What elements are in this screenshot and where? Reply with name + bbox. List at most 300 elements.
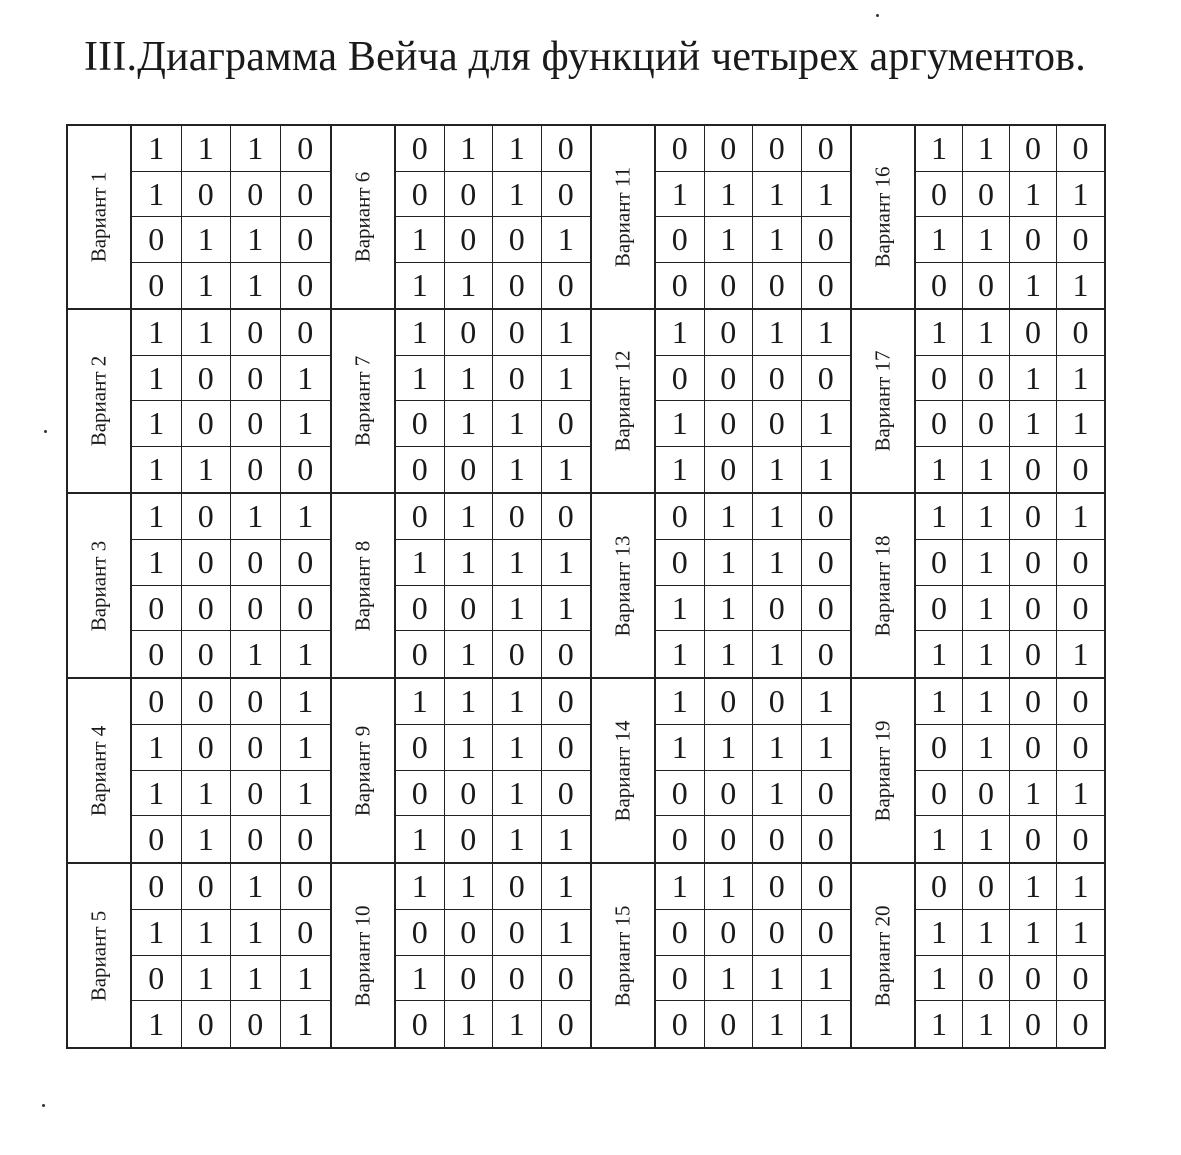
variant-label-cell: [68, 864, 132, 1047]
variant-label: Вариант 9: [350, 725, 375, 816]
table-cell: 0: [281, 310, 331, 356]
variant-label-cell: [852, 864, 916, 1047]
truth-table: [396, 864, 590, 1047]
table-cell: 1: [231, 864, 281, 910]
variant-label-cell: [68, 679, 132, 862]
table-cell: 1: [231, 956, 281, 1002]
table-cell: 1: [963, 494, 1010, 540]
table-cell: 0: [132, 263, 182, 309]
table-cell: 1: [132, 356, 182, 402]
table-cell: 0: [1072, 821, 1089, 858]
table-cell: 1: [705, 864, 754, 910]
table-cell: 0: [182, 540, 232, 586]
table-cell: 1: [1010, 401, 1057, 447]
table-cell: 0: [963, 401, 1010, 447]
variant-label-cell: [332, 126, 396, 308]
table-cell: 0: [445, 217, 494, 263]
table-cell: 1: [297, 1006, 314, 1043]
table-cell: 1: [445, 494, 494, 540]
table-cell: 1: [916, 956, 963, 1002]
scan-speck: [42, 1104, 45, 1107]
table-cell: 1: [132, 725, 182, 771]
table-cell: 1: [753, 310, 802, 356]
table-cell: 1: [231, 910, 281, 956]
table-cell: 1: [963, 586, 1010, 632]
table-cell: 1: [753, 771, 802, 817]
table-cell: 0: [182, 356, 232, 402]
truth-table: [132, 494, 330, 677]
truth-table: [132, 864, 330, 1047]
table-cell: 1: [396, 816, 445, 862]
table-cell: 1: [1010, 864, 1057, 910]
table-cell: 1: [542, 540, 591, 586]
table-cell: 1: [916, 494, 963, 540]
variant-label-cell: [68, 494, 132, 677]
table-cell: 0: [281, 217, 331, 263]
table-cell: 0: [445, 771, 494, 817]
table-cell: 1: [132, 172, 182, 218]
table-cell: 0: [963, 864, 1010, 910]
table-cell: 1: [132, 540, 182, 586]
table-cell: 1: [231, 126, 281, 172]
table-cell: 0: [1010, 725, 1057, 771]
table-cell: 1: [1057, 172, 1104, 218]
table-cell: 0: [231, 679, 281, 725]
table-cell: 0: [656, 816, 705, 862]
table-cell: 1: [916, 910, 963, 956]
table-cell: 0: [916, 725, 963, 771]
table-cell: 0: [1010, 447, 1057, 493]
table-cell: 0: [297, 451, 314, 488]
variant-label-cell: [592, 494, 656, 677]
table-cell: 1: [656, 310, 705, 356]
table-cell: 0: [656, 126, 705, 172]
table-cell: 0: [1010, 1001, 1057, 1047]
table-cell: 1: [182, 217, 232, 263]
table-cell: 0: [916, 172, 963, 218]
table-cell: 1: [182, 126, 232, 172]
table-cell: 0: [281, 540, 331, 586]
table-cell: 1: [231, 494, 281, 540]
table-cell: 0: [557, 267, 574, 304]
variant-label-cell: [852, 679, 916, 862]
table-cell: 1: [656, 172, 705, 218]
table-cell: 0: [753, 356, 802, 402]
truth-table: [132, 126, 330, 308]
table-cell: 1: [817, 1006, 834, 1043]
table-cell: 1: [182, 956, 232, 1002]
variant-label: Вариант 12: [610, 350, 635, 452]
table-cell: 0: [281, 586, 331, 632]
table-cell: 0: [916, 263, 963, 309]
table-cell: 0: [1057, 679, 1104, 725]
table-cell: 1: [753, 725, 802, 771]
table-cell: 1: [1057, 356, 1104, 402]
table-cell: 0: [297, 267, 314, 304]
table-cell: 1: [557, 821, 574, 858]
table-cell: 0: [542, 494, 591, 540]
table-cell: 0: [802, 540, 851, 586]
table-cell: 1: [802, 401, 851, 447]
variant-label-cell: [592, 126, 656, 308]
table-cell: 1: [656, 586, 705, 632]
table-cell: 1: [916, 310, 963, 356]
table-cell: 0: [297, 821, 314, 858]
table-cell: 1: [445, 540, 494, 586]
table-cell: 0: [802, 356, 851, 402]
table-cell: 1: [963, 725, 1010, 771]
table-cell: 0: [916, 586, 963, 632]
table-cell: 0: [656, 771, 705, 817]
table-cell: 0: [182, 679, 232, 725]
table-cell: 1: [281, 401, 331, 447]
truth-table: [396, 679, 590, 862]
variant-label: Вариант 16: [870, 166, 895, 268]
table-cell: 0: [231, 816, 281, 862]
table-cell: 0: [656, 263, 705, 309]
table-cell: 0: [132, 816, 182, 862]
table-cell: 0: [963, 172, 1010, 218]
table-cell: 1: [182, 910, 232, 956]
table-cell: 0: [182, 631, 232, 677]
table-cell: 1: [493, 540, 542, 586]
table-cell: 0: [132, 631, 182, 677]
table-cell: 1: [493, 725, 542, 771]
table-cell: 0: [916, 401, 963, 447]
table-cell: 0: [396, 1001, 445, 1047]
table-cell: 1: [182, 447, 232, 493]
truth-table: [396, 310, 590, 492]
variant-label: Вариант 13: [610, 534, 635, 637]
variant-label-cell: [592, 864, 656, 1047]
table-cell: 1: [963, 217, 1010, 263]
variant-block: [592, 126, 852, 310]
table-cell: 1: [753, 447, 802, 493]
table-cell: 1: [281, 956, 331, 1002]
table-cell: 1: [656, 631, 705, 677]
table-cell: 1: [445, 126, 494, 172]
table-cell: 1: [493, 401, 542, 447]
variant-label-cell: [852, 126, 916, 308]
variant-block: [852, 126, 1104, 310]
table-cell: 1: [445, 263, 494, 309]
table-cell: 0: [1057, 126, 1104, 172]
table-cell: 1: [916, 126, 963, 172]
table-cell: 0: [753, 263, 802, 309]
table-cell: 0: [132, 864, 182, 910]
table-cell: 1: [753, 956, 802, 1002]
table-cell: 1: [493, 447, 542, 493]
table-cell: 1: [231, 263, 281, 309]
table-cell: 0: [656, 956, 705, 1002]
truth-table: [132, 310, 330, 492]
table-cell: 1: [916, 816, 963, 862]
table-cell: 0: [656, 494, 705, 540]
table-cell: 0: [231, 1001, 281, 1047]
table-cell: 1: [542, 586, 591, 632]
table-cell: 0: [1010, 126, 1057, 172]
table-cell: 0: [1010, 631, 1057, 677]
table-cell: 0: [132, 586, 182, 632]
truth-table: [916, 864, 1104, 1047]
table-cell: 1: [656, 401, 705, 447]
table-cell: 1: [705, 725, 754, 771]
table-cell: 1: [445, 1001, 494, 1047]
table-cell: 1: [753, 1001, 802, 1047]
table-cell: 1: [132, 447, 182, 493]
table-cell: 0: [802, 771, 851, 817]
table-cell: 1: [753, 540, 802, 586]
truth-table: [916, 310, 1104, 492]
variant-label-cell: [332, 864, 396, 1047]
table-cell: 0: [493, 910, 542, 956]
table-cell: 0: [1057, 217, 1104, 263]
variant-label: Вариант 17: [870, 350, 895, 452]
table-cell: 0: [396, 401, 445, 447]
table-cell: 1: [963, 540, 1010, 586]
table-cell: 0: [916, 540, 963, 586]
variant-block: [852, 679, 1104, 864]
table-cell: 0: [963, 771, 1010, 817]
table-cell: 0: [705, 310, 754, 356]
table-cell: 0: [1010, 679, 1057, 725]
table-cell: 1: [753, 172, 802, 218]
table-cell: 0: [1010, 540, 1057, 586]
table-cell: 0: [396, 447, 445, 493]
table-cell: 1: [753, 494, 802, 540]
table-cell: 0: [802, 864, 851, 910]
variant-block: [68, 310, 332, 494]
table-cell: 0: [182, 401, 232, 447]
table-cell: 0: [493, 864, 542, 910]
variant-label-cell: [592, 310, 656, 492]
table-cell: 0: [493, 356, 542, 402]
table-cell: 1: [132, 910, 182, 956]
table-cell: 1: [963, 816, 1010, 862]
table-cell: 0: [705, 679, 754, 725]
table-cell: 0: [396, 586, 445, 632]
table-cell: 1: [297, 636, 314, 673]
table-cell: 1: [542, 864, 591, 910]
table-cell: 0: [182, 725, 232, 771]
table-cell: 1: [281, 771, 331, 817]
table-cell: 1: [132, 401, 182, 447]
table-cell: 0: [705, 401, 754, 447]
table-cell: 0: [753, 586, 802, 632]
table-cell: 1: [1072, 636, 1089, 673]
table-cell: 1: [963, 910, 1010, 956]
table-cell: 1: [705, 494, 754, 540]
table-cell: 1: [916, 631, 963, 677]
variant-block: [332, 494, 592, 679]
table-cell: 1: [817, 451, 834, 488]
table-cell: 0: [817, 636, 834, 673]
table-cell: 1: [132, 771, 182, 817]
table-cell: 1: [753, 631, 802, 677]
variant-label: Вариант 6: [350, 171, 375, 263]
table-cell: 0: [753, 401, 802, 447]
table-cell: 0: [1010, 217, 1057, 263]
variant-block: [852, 864, 1104, 1047]
variant-block: [332, 310, 592, 494]
table-cell: 1: [1057, 910, 1104, 956]
variant-block: [68, 126, 332, 310]
table-cell: 1: [493, 816, 542, 862]
table-cell: 1: [281, 356, 331, 402]
table-cell: 0: [396, 771, 445, 817]
table-cell: 1: [396, 310, 445, 356]
table-cell: 0: [396, 725, 445, 771]
truth-table: [916, 679, 1104, 862]
table-cell: 0: [656, 1001, 705, 1047]
table-cell: 0: [753, 126, 802, 172]
table-cell: 1: [557, 451, 574, 488]
table-cell: 0: [281, 910, 331, 956]
table-cell: 1: [231, 631, 281, 677]
table-cell: 1: [396, 679, 445, 725]
table-cell: 1: [1010, 771, 1057, 817]
table-cell: 0: [445, 956, 494, 1002]
table-cell: 0: [1010, 494, 1057, 540]
table-cell: 0: [493, 310, 542, 356]
table-cell: 1: [493, 679, 542, 725]
variant-block: [852, 494, 1104, 679]
table-cell: 0: [705, 910, 754, 956]
table-cell: 0: [542, 401, 591, 447]
table-cell: 0: [802, 910, 851, 956]
variant-block: [852, 310, 1104, 494]
table-cell: 1: [182, 771, 232, 817]
table-cell: 0: [493, 956, 542, 1002]
table-cell: 0: [705, 126, 754, 172]
truth-table: [656, 494, 850, 677]
table-cell: 1: [963, 447, 1010, 493]
table-cell: 0: [542, 771, 591, 817]
variant-label-cell: [68, 126, 132, 308]
variant-label-cell: [332, 679, 396, 862]
table-cell: 1: [1010, 910, 1057, 956]
table-cell: 1: [705, 217, 754, 263]
table-cell: 0: [656, 356, 705, 402]
table-cell: 1: [916, 447, 963, 493]
table-cell: 0: [705, 816, 754, 862]
truth-table: [396, 494, 590, 677]
table-cell: 0: [445, 447, 494, 493]
variant-label: Вариант 4: [86, 725, 111, 816]
table-cell: 0: [281, 864, 331, 910]
variant-label-cell: [332, 494, 396, 677]
variant-block: [68, 864, 332, 1047]
table-cell: 1: [231, 217, 281, 263]
table-cell: 0: [231, 356, 281, 402]
table-cell: 1: [1010, 356, 1057, 402]
table-cell: 0: [802, 217, 851, 263]
table-cell: 1: [445, 725, 494, 771]
table-cell: 1: [182, 816, 232, 862]
truth-table: [656, 864, 850, 1047]
variant-label: Вариант 3: [86, 540, 111, 631]
table-cell: 1: [281, 679, 331, 725]
table-cell: 0: [493, 494, 542, 540]
table-cell: 1: [182, 263, 232, 309]
table-cell: 1: [396, 956, 445, 1002]
table-cell: 0: [542, 679, 591, 725]
table-cell: 0: [231, 172, 281, 218]
variant-label: Вариант 11: [610, 166, 635, 268]
table-cell: 1: [396, 540, 445, 586]
table-cell: 0: [396, 910, 445, 956]
table-cell: 0: [445, 910, 494, 956]
table-cell: 1: [396, 217, 445, 263]
variant-block: [68, 679, 332, 864]
table-cell: 0: [445, 172, 494, 218]
table-cell: 0: [1057, 725, 1104, 771]
table-cell: 0: [182, 1001, 232, 1047]
table-cell: 0: [231, 447, 281, 493]
table-cell: 0: [656, 540, 705, 586]
truth-table: [132, 679, 330, 862]
variant-label: Вариант 7: [350, 355, 375, 447]
variant-label: Вариант 20: [870, 904, 895, 1007]
table-cell: 0: [1010, 310, 1057, 356]
table-cell: 1: [445, 864, 494, 910]
table-cell: 1: [916, 679, 963, 725]
variant-label-cell: [852, 494, 916, 677]
variant-block: [592, 494, 852, 679]
table-cell: 0: [753, 679, 802, 725]
table-cell: 0: [817, 267, 834, 304]
table-cell: 0: [802, 494, 851, 540]
table-cell: 0: [231, 401, 281, 447]
table-cell: 1: [916, 1001, 963, 1047]
table-cell: 1: [445, 401, 494, 447]
table-cell: 0: [445, 310, 494, 356]
table-cell: 0: [916, 771, 963, 817]
table-cell: 0: [705, 356, 754, 402]
table-cell: 1: [1072, 267, 1089, 304]
table-cell: 0: [542, 956, 591, 1002]
table-cell: 0: [963, 356, 1010, 402]
table-cell: 1: [281, 494, 331, 540]
truth-table: [916, 494, 1104, 677]
table-cell: 0: [182, 864, 232, 910]
table-cell: 1: [1057, 771, 1104, 817]
table-cell: 1: [705, 631, 754, 677]
table-cell: 0: [445, 816, 494, 862]
table-cell: 1: [802, 310, 851, 356]
table-cell: 1: [705, 586, 754, 632]
table-cell: 1: [542, 356, 591, 402]
table-cell: 0: [705, 263, 754, 309]
table-cell: 0: [753, 910, 802, 956]
table-cell: 0: [1010, 586, 1057, 632]
table-cell: 1: [963, 631, 1010, 677]
table-cell: 0: [542, 126, 591, 172]
variant-block: [68, 494, 332, 679]
table-cell: 1: [542, 910, 591, 956]
table-cell: 0: [396, 631, 445, 677]
table-cell: 1: [802, 172, 851, 218]
table-cell: 1: [1057, 864, 1104, 910]
variant-block: [592, 679, 852, 864]
table-cell: 0: [231, 725, 281, 771]
variant-label: Вариант 8: [350, 540, 375, 631]
table-cell: 0: [817, 821, 834, 858]
table-cell: 0: [557, 1006, 574, 1043]
table-cell: 0: [396, 494, 445, 540]
table-cell: 1: [705, 172, 754, 218]
variant-block: [592, 310, 852, 494]
